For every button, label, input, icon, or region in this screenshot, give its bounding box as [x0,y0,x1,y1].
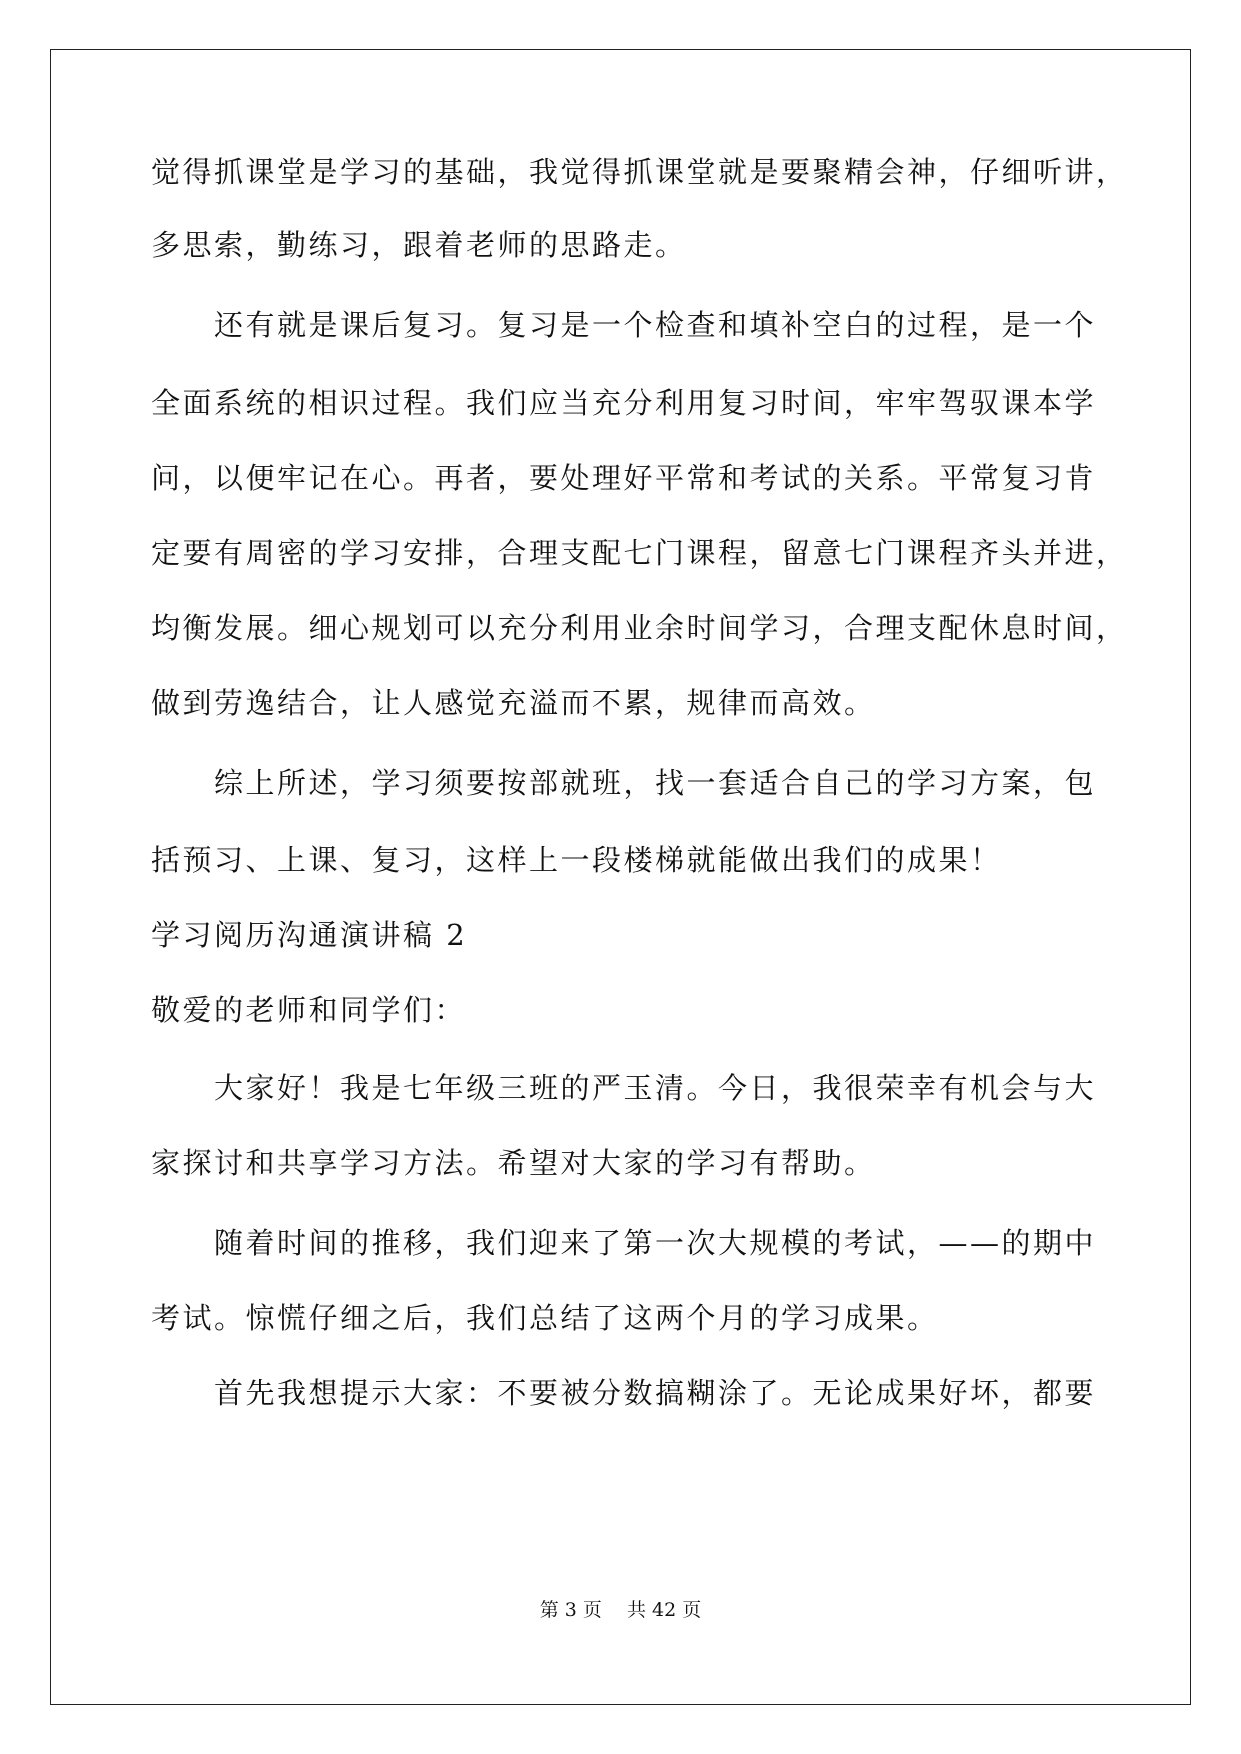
text-line: 做到劳逸结合，让人感觉充溢而不累，规律而高效。 [151,686,876,720]
text-line: 问，以便牢记在心。再者，要处理好平常和考试的关系。平常复习肯 [151,461,1097,495]
salutation: 敬爱的老师和同学们： [151,993,467,1027]
text-line: 觉得抓课堂是学习的基础，我觉得抓课堂就是要聚精会神，仔细听讲， [151,155,1128,189]
text-line: 多思索，勤练习，跟着老师的思路走。 [151,228,687,262]
text-line: 家探讨和共享学习方法。希望对大家的学习有帮助。 [151,1146,876,1180]
section-heading: 学习阅历沟通演讲稿 2 [151,918,468,952]
text-line: 考试。惊慌仔细之后，我们总结了这两个月的学习成果。 [151,1301,939,1335]
text-line: 括预习、上课、复习，这样上一段楼梯就能做出我们的成果！ [151,843,1002,877]
paragraph-start-line: 综上所述，学习须要按部就班，找一套适合自己的学习方案，包 [214,766,1097,800]
paragraph-start-line: 还有就是课后复习。复习是一个检查和填补空白的过程，是一个 [214,308,1097,342]
paragraph-start-line: 大家好！我是七年级三班的严玉清。今日，我很荣幸有机会与大 [214,1071,1097,1105]
page-number: 第 3 页 共 42 页 [539,1599,702,1621]
paragraph-start-line: 随着时间的推移，我们迎来了第一次大规模的考试，——的期中 [214,1226,1097,1260]
text-line: 定要有周密的学习安排，合理支配七门课程，留意七门课程齐头并进， [151,536,1128,570]
text-line: 全面系统的相识过程。我们应当充分利用复习时间，牢牢驾驭课本学 [151,386,1097,420]
paragraph-start-line: 首先我想提示大家：不要被分数搞糊涂了。无论成果好坏，都要 [214,1376,1097,1410]
text-line: 均衡发展。细心规划可以充分利用业余时间学习，合理支配休息时间， [151,611,1128,645]
